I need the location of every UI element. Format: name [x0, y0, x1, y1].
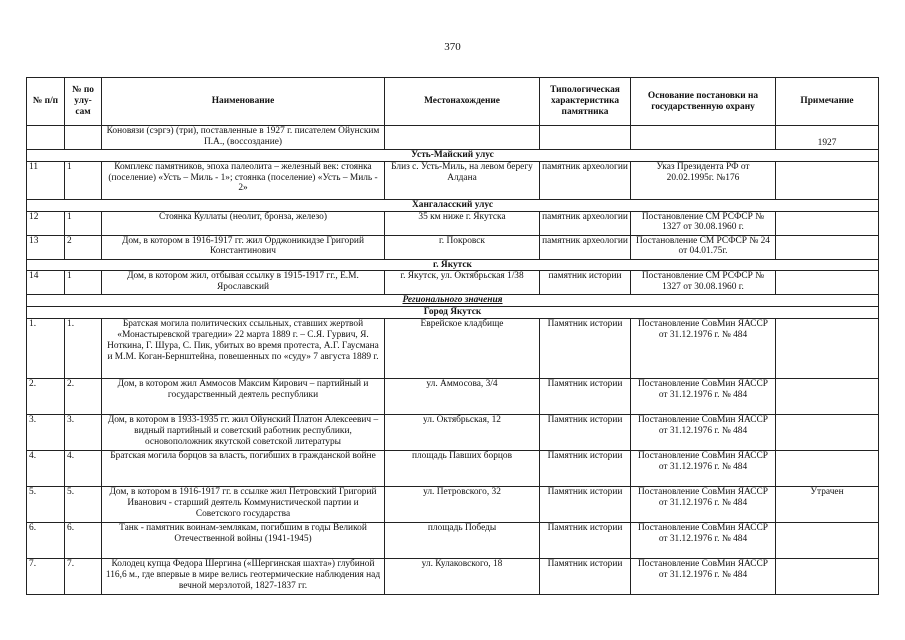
- header-name: Наименование: [102, 78, 385, 126]
- cell-type: Памятник истории: [540, 559, 631, 595]
- table-row: [27, 415, 879, 451]
- section-title: Город Якутск: [423, 307, 482, 318]
- header-type: Типологическая характеристика памятника: [540, 78, 631, 126]
- cell-note: [776, 379, 879, 415]
- cell-name: Комплекс памятников, эпоха палеолита – железный век: стоянка (поселение) «Усть – Миль - 1»; стоянка (поселение) «Усть – Миль - 2»: [102, 161, 385, 199]
- section-row: [27, 295, 879, 307]
- cell-note: [776, 319, 879, 379]
- section-row: [27, 150, 879, 162]
- header-no: № п/п: [27, 78, 65, 126]
- table-row: [27, 523, 879, 559]
- header-no-ulus: № по улу- сам: [65, 78, 102, 126]
- cell-name: Коновязи (сэргэ) (три), поставленные в 1927 г. писателем Ойунским П.А., (воссоздание): [102, 126, 385, 150]
- section-title-cell: [27, 307, 879, 319]
- cell-basis: Постановление СовМин ЯАССР от 31.12.1976 г. № 484: [631, 415, 776, 451]
- header-row: [27, 78, 879, 126]
- cell-type: Памятник истории: [540, 415, 631, 451]
- header-location: Местонахождение: [385, 78, 540, 126]
- cell-type: памятник археологии: [540, 235, 631, 259]
- section-row: [27, 199, 879, 211]
- cell-no: 3.: [27, 415, 65, 451]
- cell-location: ул. Октябрьская, 12: [385, 415, 540, 451]
- cell-type: Памятник истории: [540, 379, 631, 415]
- cell-no: 2.: [27, 379, 65, 415]
- table-row: [27, 319, 879, 379]
- cell-no-ulus: 7.: [65, 559, 102, 595]
- cell-no-ulus: 1: [65, 161, 102, 199]
- cell-location: Еврейское кладбище: [385, 319, 540, 379]
- cell-note: Утрачен: [776, 487, 879, 523]
- table-body: [27, 126, 879, 595]
- section-row: [27, 259, 879, 271]
- cell-basis: Постановление СовМин ЯАССР от 31.12.1976 г. № 484: [631, 487, 776, 523]
- cell-name: Братская могила борцов за власть, погибших в гражданской войне: [102, 451, 385, 487]
- cell-type: памятник археологии: [540, 211, 631, 235]
- cell-location: г. Покровск: [385, 235, 540, 259]
- cell-basis: Постановление СовМин ЯАССР от 31.12.1976 г. № 484: [631, 559, 776, 595]
- cell-type: [540, 126, 631, 150]
- cell-note: [776, 211, 879, 235]
- cell-location: 35 км ниже г. Якутска: [385, 211, 540, 235]
- cell-no: 4.: [27, 451, 65, 487]
- cell-name: Дом, в котором в 1916-1917 гг. в ссылке жил Петровский Григорий Иванович - старший деятель Коммунистической партии и Советского государства: [102, 487, 385, 523]
- cell-name: Колодец купца Федора Шергина («Шергинская шахта») глубиной 116,6 м., где впервые в мире велись геотермические наблюдения над вечной мерзлотой, 1827-1837 гг.: [102, 559, 385, 595]
- cell-no-ulus: 1: [65, 211, 102, 235]
- cell-basis: Постановление СовМин ЯАССР от 31.12.1976 г. № 484: [631, 451, 776, 487]
- section-title-cell: [27, 150, 879, 162]
- cell-note: [776, 451, 879, 487]
- cell-no-ulus: 2.: [65, 379, 102, 415]
- table-row: [27, 451, 879, 487]
- cell-name: Братская могила политических ссыльных, ставших жертвой «Монастыревской трагедии» 22 марта 1889 г. – С.Я. Гурвич, Я. Ноткина, Г. Шура, С. Пик, убитых во время протеста, А.Г. Гаусмана и М.М. Коган-Бернштейна, повешенных по «суду» 7 августа 1889 г.: [102, 319, 385, 379]
- table-row: [27, 161, 879, 199]
- table-row: [27, 379, 879, 415]
- cell-type: памятник истории: [540, 271, 631, 295]
- cell-no-ulus: 3.: [65, 415, 102, 451]
- table-row: [27, 271, 879, 295]
- cell-no-ulus: 6.: [65, 523, 102, 559]
- cell-no-ulus: 2: [65, 235, 102, 259]
- cell-note: [776, 271, 879, 295]
- cell-no: 14: [27, 271, 65, 295]
- table-row: [27, 487, 879, 523]
- cell-note: [776, 415, 879, 451]
- cell-no: 5.: [27, 487, 65, 523]
- cell-no: 6.: [27, 523, 65, 559]
- cell-basis: Постановление СМ РСФСР № 1327 от 30.08.1960 г.: [631, 271, 776, 295]
- cell-basis: Постановление СМ РСФСР № 24 от 04.01.75г.: [631, 235, 776, 259]
- cell-no-ulus: 1: [65, 271, 102, 295]
- cell-name: Дом, в котором жил Аммосов Максим Кирович – партийный и государственный деятель республики: [102, 379, 385, 415]
- cell-type: Памятник истории: [540, 487, 631, 523]
- cell-type: Памятник истории: [540, 523, 631, 559]
- cell-location: ул. Петровского, 32: [385, 487, 540, 523]
- cell-name: Танк - памятник воинам-землякам, погибшим в годы Великой Отечественной войны (1941-1945): [102, 523, 385, 559]
- cell-type: Памятник истории: [540, 319, 631, 379]
- table-row: [27, 235, 879, 259]
- monuments-table: [26, 77, 879, 595]
- table-row: [27, 559, 879, 595]
- cell-basis: Указ Президента РФ от 20.02.1995г. №176: [631, 161, 776, 199]
- cell-location: площадь Павших борцов: [385, 451, 540, 487]
- cell-name: Дом, в котором в 1933-1935 гг. жил Ойунский Платон Алексеевич – видный партийный и советский работник республики, основоположник якутской советской литературы: [102, 415, 385, 451]
- cell-no: 1.: [27, 319, 65, 379]
- cell-location: Близ с. Усть-Миль, на левом берегу Алдана: [385, 161, 540, 199]
- page-number: 370: [444, 41, 461, 53]
- cell-no: 11: [27, 161, 65, 199]
- cell-no-ulus: 5.: [65, 487, 102, 523]
- section-title-cell: [27, 295, 879, 307]
- table-row: [27, 126, 879, 150]
- cell-no-ulus: [65, 126, 102, 150]
- cell-name: Стоянка Куллаты (неолит, бронза, железо): [102, 211, 385, 235]
- cell-no: 12: [27, 211, 65, 235]
- cell-basis: Постановление СовМин ЯАССР от 31.12.1976 г. № 484: [631, 379, 776, 415]
- section-title: Хангаласский улус: [412, 199, 493, 210]
- cell-location: г. Якутск, ул. Октябрьская 1/38: [385, 271, 540, 295]
- cell-note: [776, 523, 879, 559]
- section-title-cell: [27, 259, 879, 271]
- cell-no: 7.: [27, 559, 65, 595]
- section-title: г. Якутск: [433, 259, 472, 270]
- section-title: Усть-Майский улус: [411, 150, 494, 160]
- section-title: Регионального значения: [402, 295, 503, 306]
- cell-type: памятник археологии: [540, 161, 631, 199]
- header-note: Примечание: [776, 78, 879, 126]
- cell-type: Памятник истории: [540, 451, 631, 487]
- cell-location: ул. Аммосова, 3/4: [385, 379, 540, 415]
- cell-no: 13: [27, 235, 65, 259]
- cell-basis: [631, 126, 776, 150]
- cell-name: Дом, в котором в 1916-1917 гг. жил Орджоникидзе Григорий Константинович: [102, 235, 385, 259]
- cell-basis: Постановление СовМин ЯАССР от 31.12.1976 г. № 484: [631, 319, 776, 379]
- cell-location: [385, 126, 540, 150]
- cell-note: 1927: [776, 126, 879, 150]
- cell-location: площадь Победы: [385, 523, 540, 559]
- cell-note: [776, 559, 879, 595]
- header-basis: Основание постановки на государственную охрану: [631, 78, 776, 126]
- cell-no-ulus: 1.: [65, 319, 102, 379]
- section-row: [27, 307, 879, 319]
- cell-no-ulus: 4.: [65, 451, 102, 487]
- cell-location: ул. Кулаковского, 18: [385, 559, 540, 595]
- cell-note: [776, 161, 879, 199]
- cell-note: [776, 235, 879, 259]
- cell-basis: Постановление СМ РСФСР № 1327 от 30.08.1960 г.: [631, 211, 776, 235]
- cell-name: Дом, в котором жил, отбывая ссылку в 1915-1917 гг., Е.М. Ярославский: [102, 271, 385, 295]
- section-title-cell: [27, 199, 879, 211]
- table-row: [27, 211, 879, 235]
- cell-no: [27, 126, 65, 150]
- cell-basis: Постановление СовМин ЯАССР от 31.12.1976 г. № 484: [631, 523, 776, 559]
